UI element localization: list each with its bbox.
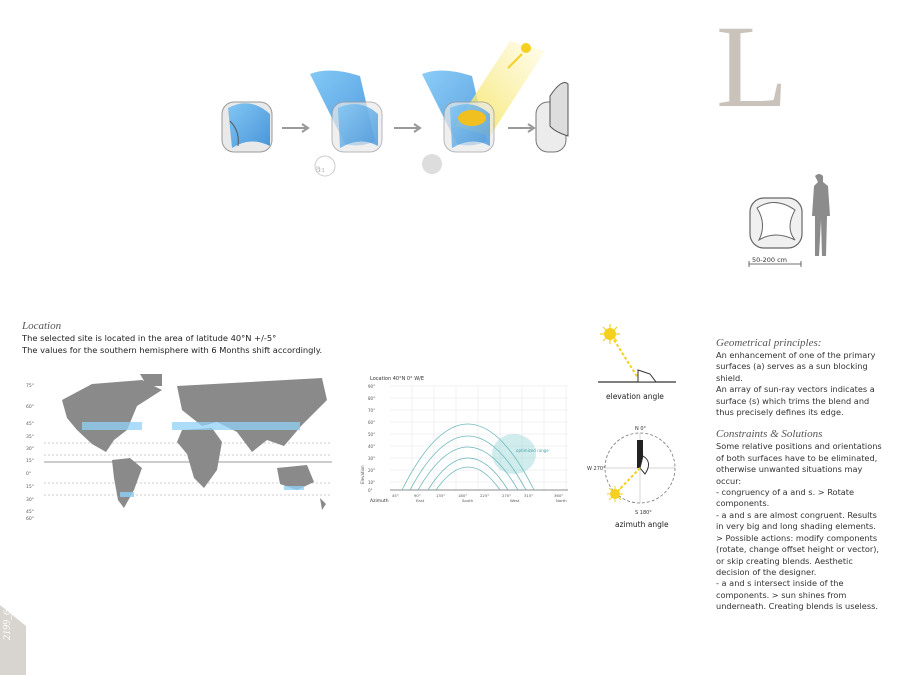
azim-tick: 135°	[436, 493, 446, 498]
constraints-p2: - congruency of a and s. > Rotate components.	[716, 487, 855, 509]
lat-label: 30°	[26, 447, 34, 452]
sunpath-ylabel: Elevation	[360, 465, 365, 484]
map-latitude-labels	[26, 383, 34, 520]
elev-tick: 90°	[368, 384, 376, 389]
step2-cube	[310, 70, 382, 176]
elev-ticks	[368, 384, 375, 493]
sun-icon	[607, 486, 623, 502]
azim-tick: 360°	[554, 493, 564, 498]
azimuth-diagram	[585, 418, 680, 518]
azim-name: East	[416, 498, 425, 503]
lat-label: 15°	[26, 459, 34, 464]
lat-label: 35°	[26, 435, 34, 440]
geometrical-title: Geometrical principles:	[716, 337, 822, 349]
sun-icon	[600, 324, 620, 344]
lat-label: 60°	[26, 405, 34, 410]
elev-tick: 70°	[368, 408, 376, 413]
elev-tick: 40°	[368, 444, 376, 449]
sunpath-title: Location 40°N 0° W/E	[370, 376, 424, 382]
south-label: S 180°	[635, 510, 652, 516]
constraints-p5: - a and s intersect inside of the components. > sun shines from underneath. Creating blends is useless.	[716, 578, 878, 612]
azim-tick: 90°	[414, 493, 421, 498]
azim-tick: 315°	[524, 493, 534, 498]
azim-name: West	[510, 498, 520, 503]
process-diagram	[210, 36, 570, 186]
page-number: 2199_6	[2, 610, 13, 640]
step1-cube	[222, 102, 272, 152]
elevation-label: elevation angle	[606, 392, 664, 401]
optimized-label: optimized range	[516, 448, 549, 453]
location-line1: The selected site is located in the area of latitude 40°N +/-5°	[22, 333, 277, 343]
lat-label: 0°	[26, 472, 32, 477]
location-text	[22, 333, 352, 356]
elev-tick: 0°	[368, 488, 373, 493]
step3-cube	[422, 41, 545, 174]
azimuth-label: azimuth angle	[615, 520, 669, 529]
sunpath-chart	[358, 372, 573, 512]
azim-tick: 180°	[458, 493, 468, 498]
world-map	[22, 370, 334, 520]
elev-tick: 50°	[368, 432, 376, 437]
lat-label: 45°	[26, 510, 34, 515]
west-label: W 270°	[587, 466, 606, 472]
optimized-range	[492, 434, 536, 474]
constraints-p3: - a and s are almost congruent. Results in very big and long shading elements.	[716, 509, 877, 532]
elev-tick: 20°	[368, 468, 376, 473]
section-letter: L	[716, 1, 789, 132]
principles-column	[716, 337, 884, 613]
elev-tick: 10°	[368, 480, 376, 485]
constraints-title: Constraints & Solutions	[716, 428, 823, 441]
svg-text:a₁: a₁	[315, 164, 326, 175]
azim-name: North	[556, 498, 567, 503]
step4-cube	[536, 83, 568, 153]
scale-figure	[745, 168, 840, 268]
lat-label: 75°	[26, 384, 34, 389]
azim-name: South	[462, 498, 474, 503]
geometrical-p1: An enhancement of one of the primary surfaces (a) serves as a sun blocking shield.	[716, 350, 876, 383]
elev-tick: 80°	[368, 396, 376, 401]
lat-label: 45°	[26, 422, 34, 427]
location-line2: The values for the southern hemisphere with 6 Months shift accordingly.	[22, 344, 323, 355]
elev-tick: 60°	[368, 420, 376, 425]
sun-icon	[521, 43, 531, 53]
elevation-diagram	[596, 322, 681, 392]
azim-names	[416, 498, 567, 503]
lat-label: 30°	[26, 498, 34, 503]
azim-tick: 270°	[502, 493, 512, 498]
azim-tick: 225°	[480, 493, 490, 498]
constraints-p1: Some relative positions and orientations of both surfaces have to be eliminated, otherwise unwanted situations may occur:	[716, 441, 882, 486]
scale-label: 50-200 cm	[752, 256, 787, 264]
north-label: N 0°	[635, 426, 647, 432]
elev-tick: 30°	[368, 456, 376, 461]
sunpath-xlabel: Azimuth	[370, 499, 389, 504]
lat-label: 15°	[26, 485, 34, 490]
constraints-p4: > Possible actions: modify components (rotate, change offset height or vector), or skip creating blends. Aesthetic decision of the designer.	[716, 532, 880, 577]
geometrical-p2: An array of sun-ray vectors indicates a surface (s) which trims the blend and thus precisely defines its edge.	[716, 384, 875, 418]
person-silhouette	[812, 174, 830, 256]
azim-tick: 45°	[392, 493, 399, 498]
location-title: Location	[22, 320, 62, 332]
lat-label: 60°	[26, 517, 34, 520]
